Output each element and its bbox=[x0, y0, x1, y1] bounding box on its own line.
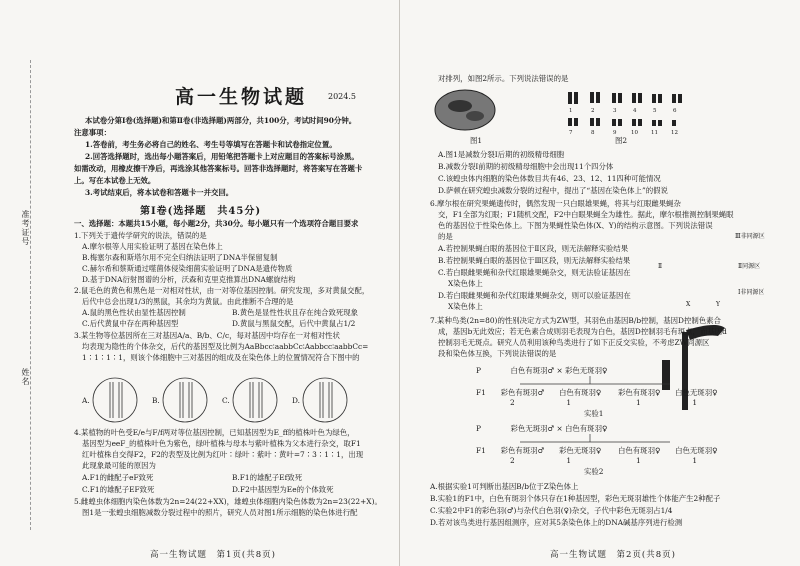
fig2-number: 3 bbox=[613, 108, 617, 114]
fig2-number: 12 bbox=[671, 130, 678, 136]
question-option: A.根据实验1可判断出基因B/b位于Z染色体上 bbox=[430, 482, 579, 491]
question-option: A.摩尔根等人用实验证明了基因在染色体上 bbox=[82, 242, 223, 251]
question-option: C.实验2中F1的彩色羽(♂)与杂代白色羽(♀)杂交，子代中彩色无斑羽占1/4 bbox=[430, 506, 673, 515]
exp2-parents: P 彩色无斑羽♂ × 白色有斑羽♀ bbox=[476, 424, 608, 433]
exp1-f1-ratio: 2 1 bbox=[510, 398, 572, 407]
question-option: C.该蝗虫体内细胞的染色体数目共有46、23、12、11四种可能情况 bbox=[438, 174, 661, 183]
right-page bbox=[400, 0, 800, 566]
page-footer: 高一生物试题 第1页(共8页) bbox=[150, 550, 276, 560]
question-line: 红叶植株自交得F2，F2的表型及比例为红叶∶绿叶∶紫叶∶黄叶=7∶3∶1∶1，出现 bbox=[82, 450, 364, 459]
intro-line: 3.考试结束后，将本试卷和答题卡一并交回。 bbox=[85, 188, 234, 197]
page-footer: 高一生物试题 第2页(共8页) bbox=[550, 550, 676, 560]
exp2-f1b-ratio: 1 1 bbox=[636, 456, 698, 465]
exam-date: 2024.5 bbox=[328, 92, 356, 101]
question-line: 2.鼠毛色的黄色和黑色是一对相对性状，由一对等位基因控制。研究发现，多对黄鼠交配， bbox=[74, 286, 370, 295]
intro-line: 2.回答选择题时，选出每小题答案后，用铅笔把答题卡上对应题目的答案标号涂黑。 bbox=[85, 152, 359, 161]
question-option: C.后代黄鼠中存在两种基因型 bbox=[82, 319, 179, 328]
question-option: C.赫尔希和蔡斯通过噬菌体侵染细菌实验证明了DNA是遗传物质 bbox=[82, 264, 293, 273]
question-line: 4.某植物的叶色受E/e与F/f两对等位基因控制，已知基因型为E_ff的植株叶色为绿色， bbox=[74, 428, 355, 437]
question-option: A.若控制果蝇白眼的基因位于Ⅱ区段，则无法解释实验结果 bbox=[438, 244, 629, 253]
xy-label-x: X bbox=[686, 301, 691, 308]
question-option: C.若白眼雌果蝇和杂代红眼雄果蝇杂交，则无法验证基因在 bbox=[438, 268, 631, 277]
xy-label-ii: Ⅱ同源区 bbox=[738, 263, 761, 270]
question-option: X染色体上 bbox=[448, 302, 483, 311]
question-line: 6.摩尔根在研究果蝇遗传时，偶然发现一只白眼雄果蝇，将其与红眼雌果蝇杂 bbox=[430, 199, 681, 208]
exp2-label: 实验2 bbox=[584, 467, 604, 476]
option-label-c: C. bbox=[222, 396, 230, 405]
figure-1-label: 图1 bbox=[470, 136, 483, 145]
fig2-number: 7 bbox=[569, 130, 573, 136]
question-line: 基因型为eeF_的植株叶色为紫色，绿叶植株与母本与紫叶植株为父本进行杂交，取F1 bbox=[82, 439, 361, 448]
question-option: A.鼠的黑色性状由显性基因控制 bbox=[82, 308, 186, 317]
cell-diagram-c bbox=[233, 378, 277, 422]
question-line: 成，基因b无此效应；若无色素合成则羽毛表现为白色，基因D控制羽毛有斑点，而基因d bbox=[438, 327, 727, 336]
intro-line: 上。写在本试卷上无效。 bbox=[74, 176, 156, 185]
question-line: 图1是一张蝗虫细胞减数分裂过程中的照片，研究人员对图1所示细胞的染色体进行配 bbox=[82, 508, 358, 517]
cell-diagram-b bbox=[163, 378, 207, 422]
question-line: 交，F1全部为红眼；F1随机交配，F2中白眼果蝇全为雄性。据此，摩尔根推测控制果蝇眼 bbox=[438, 210, 734, 219]
question-option: D.萨顿在研究蝗虫减数分裂的过程中，提出了“基因在染色体上”的假说 bbox=[438, 186, 668, 195]
question-line: 均表现为隐性的个体杂交，后代的基因型及比例为AaBbcc∶aabbCc∶Aabbcc∶aabbCc= bbox=[82, 342, 369, 351]
figure-2-label: 图2 bbox=[615, 136, 628, 145]
exp1-label: 实验1 bbox=[584, 409, 604, 418]
fig2-number: 6 bbox=[673, 108, 677, 114]
question-option: D.F2中基因型为Ee的个体致死 bbox=[232, 485, 334, 494]
question-option: B.减数分裂Ⅰ前期的初级精母细胞中会出现11个四分体 bbox=[438, 162, 614, 171]
exp1-f1b: 彩色有斑羽♀ 白色无斑羽♀ bbox=[618, 388, 718, 397]
exp1-parents: P 白色有斑羽♂ × 彩色无斑羽♀ bbox=[476, 366, 608, 375]
binding-name: 姓名 bbox=[21, 368, 30, 386]
intro-line: 1.答卷前，考生务必将自己的姓名、考生号等填写在答题卡和试卷指定位置。 bbox=[85, 140, 337, 149]
question-option: B.梅塞尔森和斯塔尔用不完全归纳法证明了DNA半保留复制 bbox=[82, 253, 278, 262]
exp2-f1b: 白色有斑羽♀ 白色无斑羽♀ bbox=[618, 446, 718, 455]
xy-label-iii: Ⅲ非同源区 bbox=[735, 233, 765, 240]
question-line: 1∶1∶1∶1，则该个体细胞中三对基因的组成及在染色体上的位置情况符合下图中的 bbox=[82, 353, 360, 362]
fig2-number: 8 bbox=[591, 130, 595, 136]
question-option: D.若白眼雌果蝇和杂代红眼雄果蝇杂交，则可以验证基因在 bbox=[438, 291, 631, 300]
exp1-f1b-ratio: 1 1 bbox=[636, 398, 698, 407]
option-label-a: A. bbox=[82, 396, 90, 405]
question-line: 后代中总会出现1/3的黑鼠，其余均为黄鼠。由此推断不合理的是 bbox=[82, 297, 294, 306]
question-option: D.基于DNA衍射图谱的分析，沃森和克里克推算出DNA螺旋结构 bbox=[82, 275, 296, 284]
intro-line: 注意事项： bbox=[74, 128, 111, 137]
question-line: 对排列，如图2所示。下列说法错误的是 bbox=[438, 74, 569, 83]
cell-diagram-d bbox=[303, 378, 347, 422]
xy-label-y: Y bbox=[716, 301, 720, 308]
intro-line: 如需改动，用橡皮擦干净后，再选涂其他答案标号。回答非选择题时，将答案写在答题卡 bbox=[74, 164, 363, 173]
fig2-number: 1 bbox=[569, 108, 573, 114]
fig2-number: 4 bbox=[633, 108, 637, 114]
question-option: C.F1的雄配子EF致死 bbox=[82, 485, 155, 494]
question-option: X染色体上 bbox=[448, 279, 483, 288]
question-line: 1.下列关于遗传学研究的说法，错误的是 bbox=[74, 231, 207, 240]
question-line: 此现象最可能的原因为 bbox=[82, 461, 156, 470]
question-option: A.F1的雌配子eF致死 bbox=[82, 473, 154, 482]
question-line: 段和染色体互换，下列说法错误的是 bbox=[438, 349, 557, 358]
exam-title: 高一生物试题 bbox=[175, 86, 308, 108]
question-option: A.图1是减数分裂Ⅰ后期的初级精母细胞 bbox=[438, 150, 565, 159]
question-line: 色的基因位于性染色体上。下图为果蝇性染色体(X、Y)的结构示意图。下列说法错误 bbox=[438, 221, 713, 230]
fig2-number: 11 bbox=[651, 130, 658, 136]
question-line: 控制羽毛无斑点。研究人员利用该种鸟类进行了如下正反交实验，不考虑ZW同源区 bbox=[438, 338, 710, 347]
question-line: 3.某生物等位基因所在三对基因A/a、B/b、C/c，每对基因中均存在一对相对性状 bbox=[74, 331, 340, 340]
question-option: B.若控制果蝇白眼的基因位于Ⅲ区段，则无法解释实验结果 bbox=[438, 256, 631, 265]
section-title: 第Ⅰ卷(选择题 共45分) bbox=[140, 206, 262, 217]
question-line: 的是 bbox=[438, 232, 453, 241]
xy-label-left-ii: Ⅱ bbox=[658, 263, 663, 270]
xy-label-i: Ⅰ非同源区 bbox=[738, 289, 765, 296]
exp2-f1: F1 彩色有斑羽♂ 彩色无斑羽♀ bbox=[476, 446, 602, 455]
cell-diagram-a bbox=[93, 378, 137, 422]
question-option: D.若对该鸟类进行基因组测序，应对其5条染色体上的DNA碱基序列进行检测 bbox=[430, 518, 683, 527]
fig2-number: 10 bbox=[631, 130, 638, 136]
question-option: D.黄鼠与黑鼠交配，后代中黄鼠占1/2 bbox=[232, 319, 356, 328]
question-option: B.实验1的F1中，白色有斑羽个体只存在1种基因型，彩色无斑羽雄性个体能产生2种配子 bbox=[430, 494, 721, 503]
fig2-number: 5 bbox=[653, 108, 657, 114]
question-line: 5.雌蝗虫体细胞内染色体数为2n=24(22+XX)，雄蝗虫体细胞内染色体数为2n=23(22+X)。 bbox=[74, 497, 382, 506]
intro-line: 本试卷分第Ⅰ卷(选择题)和第Ⅱ卷(非选择题)两部分，共100分，考试时间90分钟。 bbox=[85, 116, 357, 125]
option-label-b: B. bbox=[152, 396, 160, 405]
exp2-f1-ratio: 2 1 bbox=[510, 456, 572, 465]
fig2-number: 9 bbox=[613, 130, 617, 136]
section-desc: 一、选择题：本题共15小题，每小题2分，共30分。每小题只有一个选项符合题目要求 bbox=[74, 219, 359, 228]
question-line: 7.某种鸟类(2n=80)的性别决定方式为ZW型，其羽色由基因B/b控制，基因D控制色素合 bbox=[430, 316, 721, 325]
binding-exam-no: 准考证号 bbox=[21, 210, 30, 246]
question-option: B.F1的雄配子Ef致死 bbox=[232, 473, 303, 482]
fig2-number: 2 bbox=[591, 108, 595, 114]
exp1-f1: F1 彩色有斑羽♂ 白色有斑羽♀ bbox=[476, 388, 602, 397]
option-label-d: D. bbox=[292, 396, 301, 405]
question-option: B.黄色是显性性状且存在纯合致死现象 bbox=[232, 308, 359, 317]
